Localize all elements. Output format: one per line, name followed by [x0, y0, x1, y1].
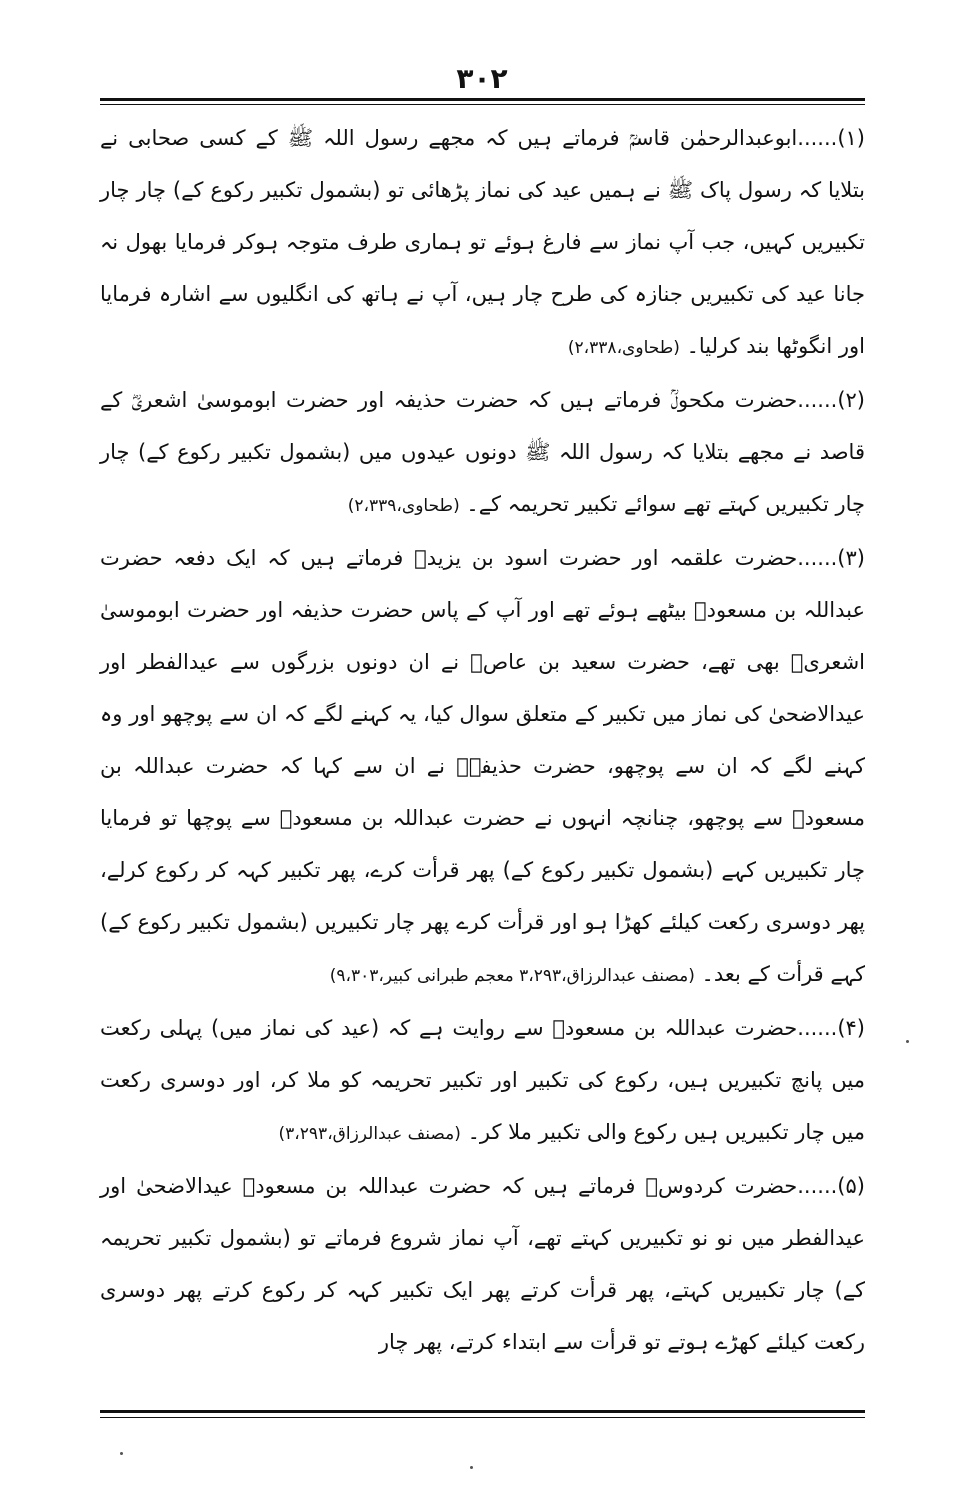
page-number: ۳۰۲	[456, 62, 508, 95]
body-text	[100, 112, 865, 1368]
hadith-paragraph-4	[100, 1002, 865, 1160]
hadith-paragraph-1	[100, 112, 865, 374]
hadith-paragraph-2	[100, 374, 865, 532]
hadith-reference-4: (مصنف عبدالرزاق،۳،۲۹۳)	[278, 1124, 461, 1144]
scan-speck	[120, 1452, 123, 1455]
hadith-reference-2: (طحاوی،۲،۳۳۹)	[347, 496, 460, 516]
hadith-text-2: (۲)......حضرت مکحولؒ فرماتے ہیں کہ حضرت حذیفہ اور حضرت ابوموسیٰ اشعریؓ کے قاصد نے مجھے بتلایا کہ رسول اللہ ﷺ دونوں عیدوں میں (بشمول تکبیر رکوع کے) چار چار تکبیریں کہتے تھے سوائے تکبیر تحریمہ کے۔	[100, 388, 865, 516]
header-rule-thin	[100, 104, 865, 105]
hadith-paragraph-5	[100, 1160, 865, 1368]
hadith-text-3: (۳)......حضرت علقمہ اور حضرت اسود بن یزیدؒ فرماتے ہیں کہ ایک دفعہ حضرت عبداللہ بن مسعودؓ بیٹھے ہوئے تھے اور آپ کے پاس حضرت حذیفہ اور حضرت ابوموسیٰ اشعریؓ بھی تھے، حضرت سعید بن عاصؓ نے ان دونوں بزرگوں سے عیدالفطر اور عیدالاضحیٰ کی نماز میں تکبیر کے متعلق سوال کیا، یہ کہنے لگے کہ ان سے پوچھو اور وہ کہنے لگے کہ ان سے پوچھو، حضرت حذیفہؓ نے ان سے کہا کہ حضرت عبداللہ بن مسعودؓ سے پوچھو، چنانچہ انہوں نے حضرت عبداللہ بن مسعودؓ سے پوچھا تو فرمایا چار تکبیریں کہے (بشمول تکبیر رکوع کے) پھر قرأت کرے، پھر تکبیر کہہ کر رکوع کرلے، پھر دوسری رکعت کیلئے کھڑا ہو اور قرأت کرے پھر چار تکبیریں (بشمول تکبیر رکوع کے) کہے قرأت کے بعد۔	[100, 546, 865, 986]
hadith-reference-1: (طحاوی،۲،۳۳۸)	[567, 338, 680, 358]
hadith-reference-3: (مصنف عبدالرزاق،۳،۲۹۳ معجم طبرانی کبیر،۹،۳۰۳)	[329, 966, 695, 986]
hadith-text-1: (۱)......ابوعبدالرحمٰن قاسمؒ فرماتے ہیں کہ مجھے رسول اللہ ﷺ کے کسی صحابی نے بتلایا کہ رسول پاک ﷺ نے ہمیں عید کی نماز پڑھائی تو (بشمول تکبیر رکوع کے) چار چار تکبیریں کہیں، جب آپ نماز سے فارغ ہوئے تو ہماری طرف متوجہ ہوکر فرمایا بھول نہ جانا عید کی تکبیریں جنازہ کی طرح چار ہیں، آپ نے ہاتھ کی انگلیوں سے اشارہ فرمایا اور انگوٹھا بند کرلیا۔	[100, 126, 865, 358]
hadith-text-4: (۴)......حضرت عبداللہ بن مسعودؓ سے روایت ہے کہ (عید کی نماز میں) پہلی رکعت میں پانچ تکبیریں ہیں، رکوع کی تکبیر اور تکبیر تحریمہ کو ملا کر، اور دوسری رکعت میں چار تکبیریں ہیں رکوع والی تکبیر ملا کر۔	[100, 1016, 865, 1144]
scan-speck	[906, 1040, 909, 1043]
header-rule-thick	[100, 98, 865, 101]
footer-rule-thin	[100, 1417, 865, 1418]
footer-rule-thick	[100, 1410, 865, 1413]
scan-speck	[470, 1466, 473, 1469]
hadith-paragraph-3	[100, 532, 865, 1002]
hadith-text-5: (۵)......حضرت کردوسؒ فرماتے ہیں کہ حضرت عبداللہ بن مسعودؓ عیدالاضحیٰ اور عیدالفطر میں نو نو تکبیریں کہتے تھے، آپ نماز شروع فرماتے تو (بشمول تکبیر تحریمہ کے) چار تکبیریں کہتے، پھر قرأت کرتے پھر ایک تکبیر کہہ کر رکوع کرتے پھر دوسری رکعت کیلئے کھڑے ہوتے تو قرأت سے ابتداء کرتے، پھر چار	[100, 1174, 865, 1354]
